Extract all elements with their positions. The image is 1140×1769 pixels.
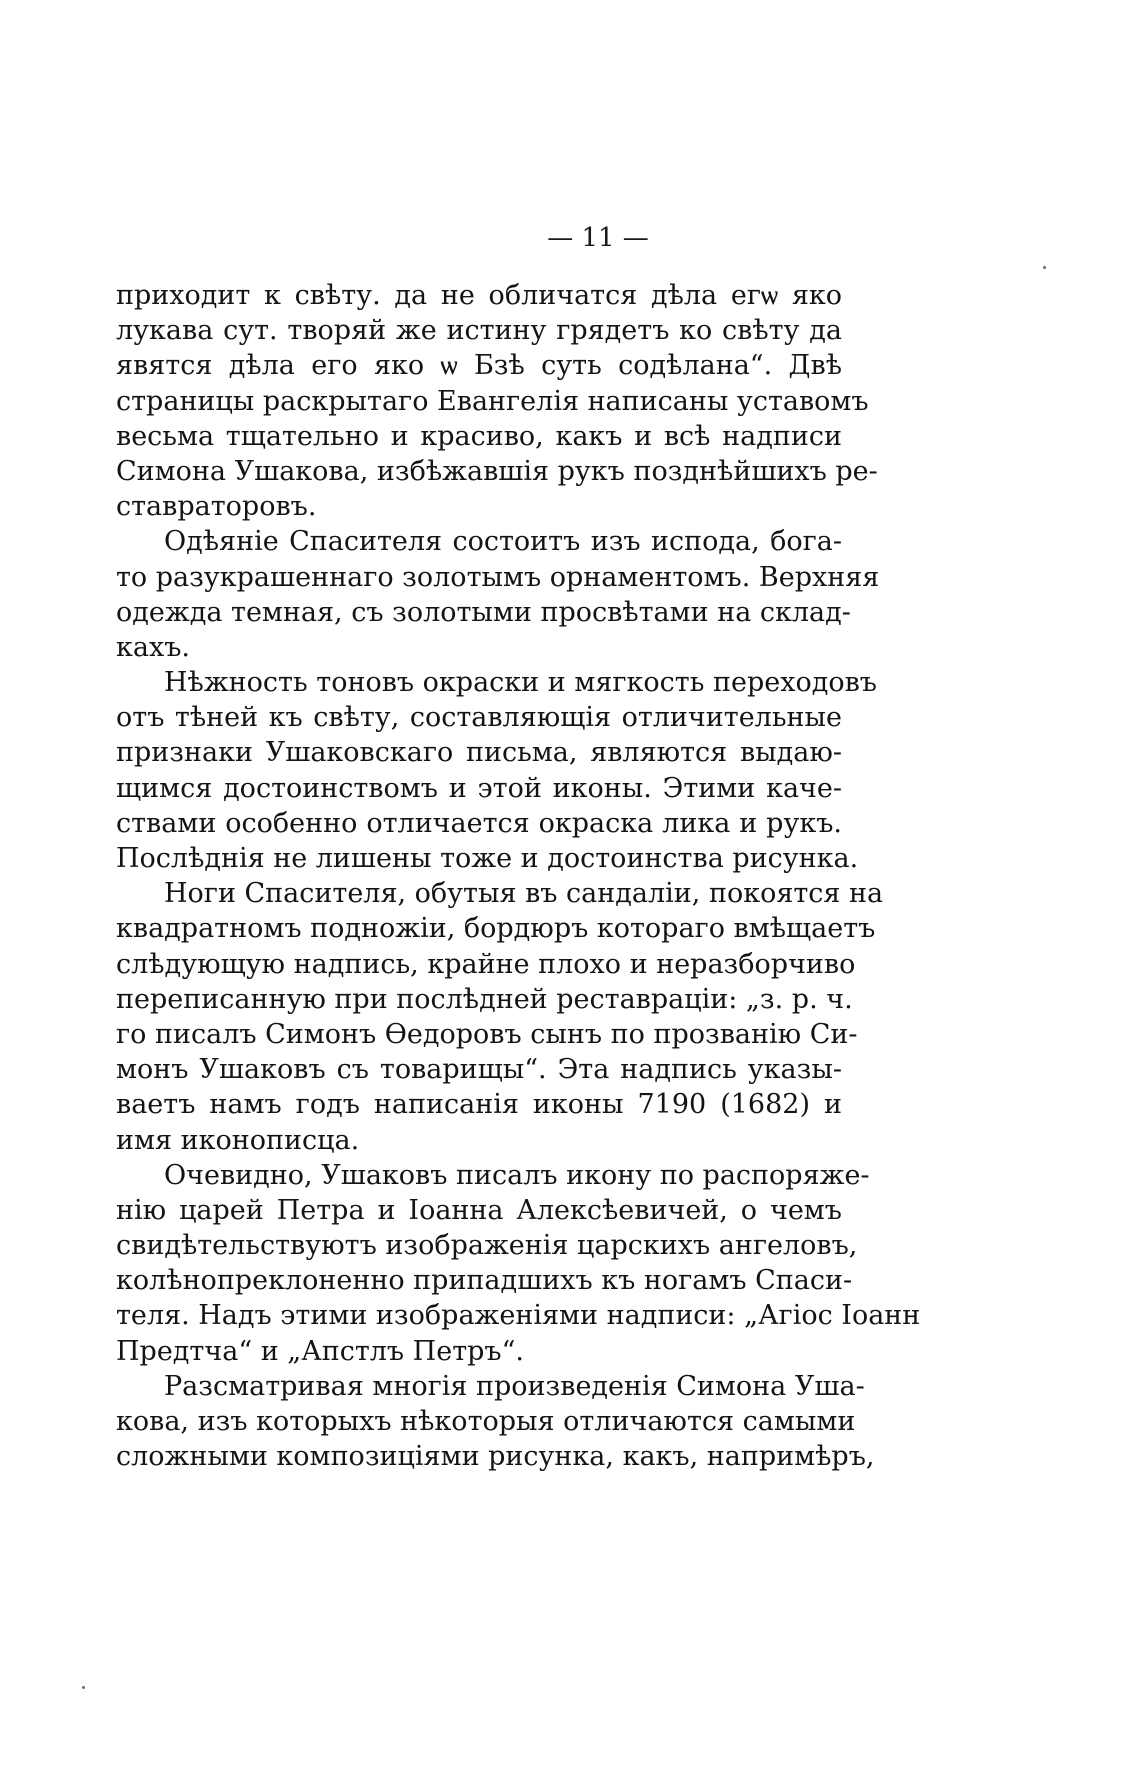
text-line: весьма тщательно и красиво, какъ и всѣ надписи [116,420,842,452]
text-line: теля. Надъ этими изображеніями надписи: „Агіос Іоанн [116,1300,921,1332]
body-text [116,278,921,1474]
text-line: кова, изъ которыхъ нѣкоторыя отличаются самыми [116,1406,856,1437]
paragraph [116,524,880,665]
text-line: одежда темная, съ золотыми просвѣтами на склад- [116,596,851,628]
text-line: отъ тѣней къ свѣту, составляющія отличительные [116,702,842,734]
text-line: приходит к свѣту. да не обличатся дѣла егѡ яко [116,280,842,311]
text-line: страницы раскрытаго Евангелія написаны уставомъ [116,385,869,417]
text-line: переписанную при послѣдней реставраціи: „з. р. ч. [116,983,853,1015]
text-line: явятся дѣла его яко ѡ Бзѣ суть содѣлана“. Двѣ [116,350,842,382]
text-line: признаки Ушаковскаго письма, являются выдаю- [116,737,842,769]
text-line: то разукрашеннаго золотымъ орнаментомъ. Верхняя [116,561,880,593]
text-line: слѣдующую надпись, крайне плохо и неразборчиво [116,948,856,980]
text-line: ваетъ намъ годъ написанія иконы 7190 (1682) и [116,1089,842,1121]
text-line: свидѣтельствуютъ изображенія царскихъ ангеловъ, [116,1230,858,1262]
text-line: Разсматривая многія произведенія Симона Уша- [164,1370,865,1402]
page-number: — 11 — [547,223,649,253]
text-line: го писалъ Симонъ Ѳедоровъ сынъ по прозванію Си- [116,1018,858,1050]
text-line: Предтча“ и „Апстлъ Петръ“. [116,1335,524,1367]
text-line: монъ Ушаковъ съ товарищы“. Эта надпись указы- [116,1054,842,1086]
text-line: нію царей Петра и Іоанна Алексѣевичей, о чемъ [116,1194,842,1226]
text-line: Нѣжность тоновъ окраски и мягкость переходовъ [164,667,877,699]
text-line: ставраторовъ. [116,491,317,523]
text-line: Симона Ушакова, избѣжавшія рукъ позднѣйшихъ ре- [116,455,878,487]
text-line: квадратномъ подножіи, бордюръ котораго вмѣщаетъ [116,913,876,945]
paragraph [116,1369,875,1475]
text-line: щимся достоинствомъ и этой иконы. Этими каче- [116,772,842,804]
text-line: сложными композиціями рисунка, какъ, напримѣръ, [116,1441,875,1473]
text-line: лукава сут. творяй же истину грядетъ ко свѣту да [116,315,842,347]
paragraph [116,278,878,524]
text-line: кахъ. [116,631,190,663]
paragraph [116,876,884,1158]
text-line: Очевидно, Ушаковъ писалъ икону по распоряже- [164,1159,870,1191]
text-line: Ноги Спасителя, обутыя въ сандаліи, покоятся на [164,878,884,910]
text-line: Послѣднія не лишены тоже и достоинства рисунка. [116,843,859,874]
text-line: колѣнопреклоненно припадшихъ къ ногамъ Спаси- [116,1265,853,1297]
text-line: имя иконописца. [116,1124,360,1156]
text-line: ствами особенно отличается окраска лика и рукъ. [116,807,842,839]
paragraph [116,665,877,876]
text-line: Одѣяніе Спасителя состоитъ изъ испода, бога- [164,526,842,558]
paper-speck [82,1686,85,1689]
paragraph [116,1158,921,1369]
paper-speck [1043,266,1046,269]
